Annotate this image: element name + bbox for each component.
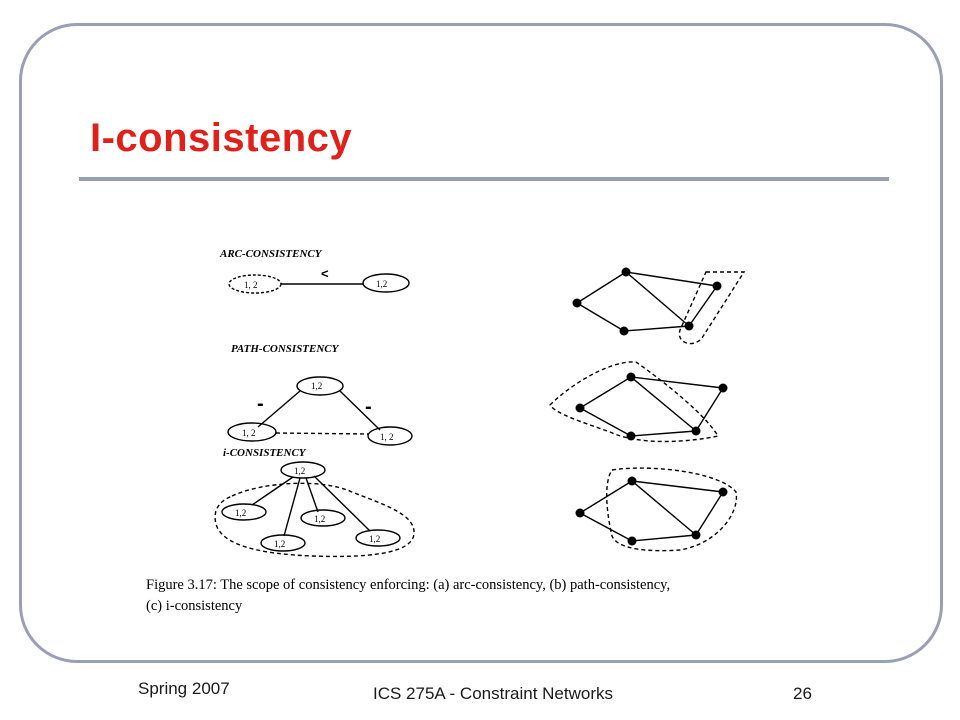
arc-right-node	[363, 274, 409, 292]
figure-caption-line1: Figure 3.17: The scope of consistency enforcing: (a) arc-consistency, (b) path-consistency,	[146, 577, 671, 593]
arc-left-node-label: 1, 2	[244, 280, 258, 290]
path-right-relation: -	[365, 396, 372, 418]
path-top-node	[297, 377, 343, 395]
arc-right-node-label: 1,2	[376, 279, 388, 289]
arc-relation-label: <	[321, 266, 329, 281]
path-right-node	[368, 427, 412, 445]
arc-consistency-label: ARC-CONSISTENCY	[220, 248, 322, 260]
i-node-d	[356, 530, 400, 546]
graph-arc-scope	[573, 268, 745, 344]
i-node-a-label: 1,2	[235, 508, 247, 518]
path-top-node-label: 1,2	[311, 381, 323, 391]
graph-i-scope	[576, 468, 737, 551]
footer-page-number: 26	[793, 684, 812, 703]
i-node-b-label: 1,2	[314, 514, 326, 524]
i-top-node	[281, 462, 325, 478]
path-left-node-label: 1, 2	[242, 428, 256, 438]
path-left-node	[228, 423, 276, 441]
i-node-a	[222, 504, 266, 520]
i-edge-a	[252, 477, 293, 505]
graph-path-scope	[550, 362, 728, 442]
arc-left-node	[229, 275, 281, 293]
path-edge-left	[258, 391, 300, 427]
path-edge-dashed	[276, 433, 368, 434]
path-edge-right	[340, 391, 380, 430]
path-left-relation: -	[257, 393, 264, 415]
i-edge-c	[306, 478, 318, 512]
i-node-c-label: 1,2	[274, 539, 286, 549]
footer-course: ICS 275A - Constraint Networks	[373, 684, 613, 703]
footer-date: Spring 2007	[138, 679, 230, 698]
i-node-b	[301, 510, 345, 526]
i-node-d-label: 1,2	[369, 534, 381, 544]
i-edge-b	[284, 478, 300, 536]
path-right-node-label: 1, 2	[380, 432, 394, 442]
path-consistency-label: PATH-CONSISTENCY	[231, 343, 339, 355]
slide-title: I-consistency	[90, 116, 353, 160]
i-consistency-label: i-CONSISTENCY	[223, 447, 306, 459]
i-node-c	[261, 535, 305, 551]
figure-caption-line2: (c) i-consistency	[146, 598, 243, 614]
i-top-node-label: 1,2	[294, 466, 306, 476]
